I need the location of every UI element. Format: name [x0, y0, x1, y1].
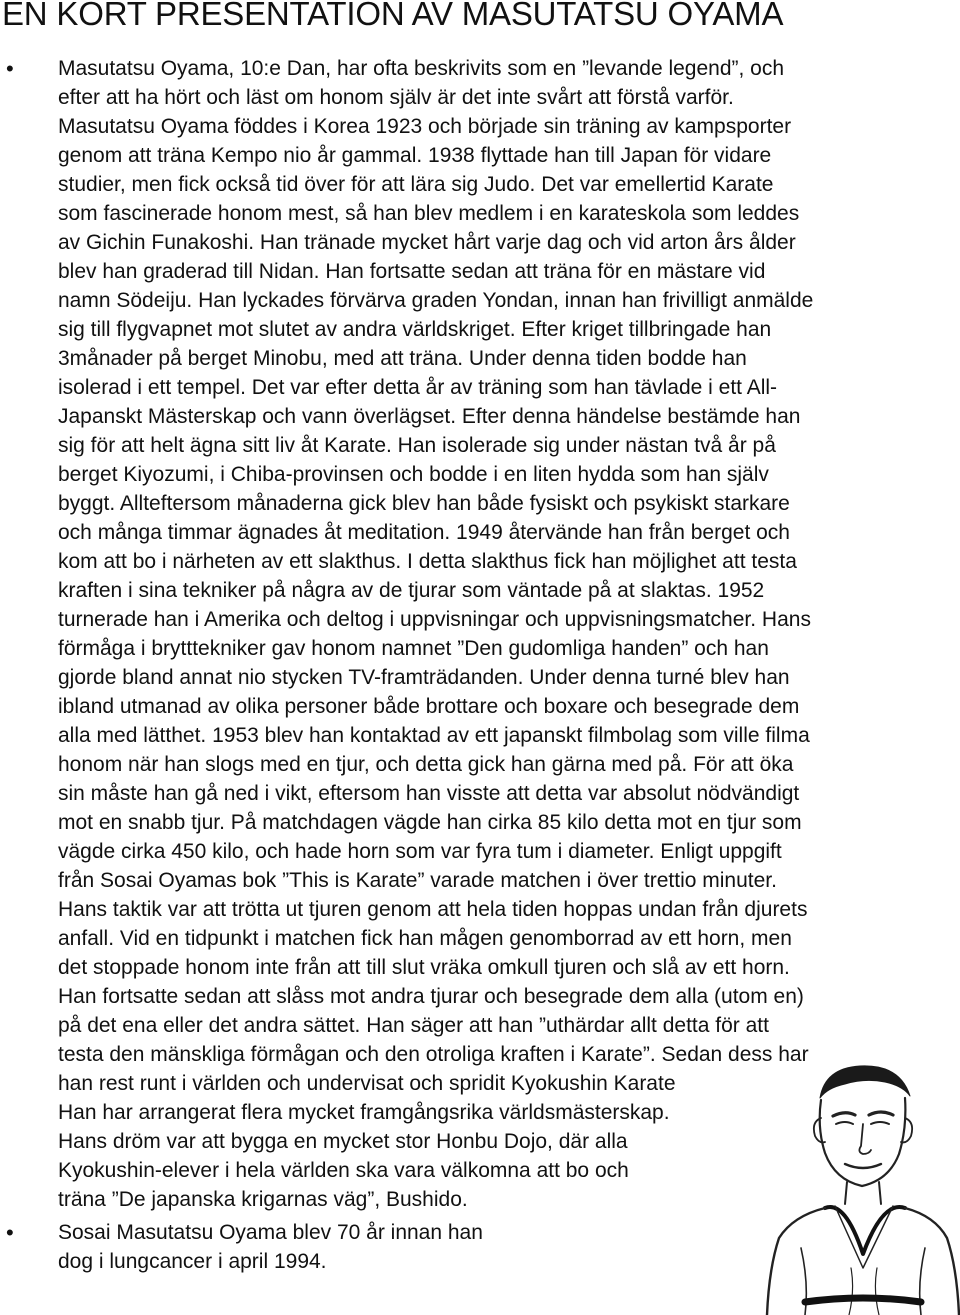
text-line: mot en snabb tjur. På matchdagen vägde han cirka 85 kilo detta mot en tjur som: [58, 811, 802, 834]
bullet-marker-2: •: [6, 1220, 14, 1245]
text-line: blev han graderad till Nidan. Han fortsatte sedan att träna för en mästare vid: [58, 260, 766, 283]
text-line: genom att träna Kempo nio år gammal. 1938 flyttade han till Japan för vidare: [58, 144, 772, 167]
text-line: Masutatsu Oyama föddes i Korea 1923 och började sin träning av kampsporter: [58, 115, 792, 138]
text-line: ibland utmanad av olika personer både brottare och boxare och besegrade dem: [58, 695, 800, 718]
text-line: dog i lungcancer i april 1994.: [58, 1250, 327, 1273]
text-line: som fascinerade honom mest, så han blev medlem i en karateskola som leddes: [58, 202, 800, 225]
text-line: av Gichin Funakoshi. Han tränade mycket hårt varje dag och vid arton års ålder: [58, 231, 796, 254]
text-line: Hans dröm var att bygga en mycket stor Honbu Dojo, där alla: [58, 1130, 628, 1153]
text-line: vägde cirka 450 kilo, och hade horn som var fyra tum i diameter. Enligt uppgift: [58, 840, 782, 863]
text-line: kom att bo i närheten av ett slakthus. I detta slakthus fick han möjlighet att testa: [58, 550, 797, 573]
text-line: sig för att helt ägna sitt liv åt Karate. Han isolerade sig under nästan två år på: [58, 434, 776, 457]
text-line: gjorde bland annat nio stycken TV-framträdanden. Under denna turné blev han: [58, 666, 790, 689]
text-line: förmåga i brytttekniker gav honom namnet ”Den gudomliga handen” och han: [58, 637, 769, 660]
text-line: efter att ha hört och läst om honom själv är det inte svårt att förstå varför.: [58, 86, 734, 109]
text-line: turnerade han i Amerika och deltog i uppvisningar och uppvisningsmatcher. Hans: [58, 608, 811, 631]
text-line: han rest runt i världen och undervisat och spridit Kyokushin Karate: [58, 1072, 676, 1095]
text-line: Hans taktik var att trötta ut tjuren genom att hela tiden hoppas undan från djurets: [58, 898, 808, 921]
text-line: träna ”De japanska krigarnas väg”, Bushido.: [58, 1188, 468, 1211]
text-line: kraften i sina tekniker på några av de tjurar som väntade på at slaktas. 1952: [58, 579, 765, 602]
text-line: Kyokushin-elever i hela världen ska vara välkomna att bo och: [58, 1159, 629, 1182]
text-line: sin måste han gå ned i vikt, eftersom han visste att detta var absolut nödvändigt: [58, 782, 800, 805]
bullet-marker-1: •: [6, 56, 14, 81]
text-line: anfall. Vid en tidpunkt i matchen fick han mågen genomborrad av ett horn, men: [58, 927, 792, 950]
text-line: testa den mänskliga förmågan och den otroliga kraften i Karate”. Sedan dess har: [58, 1043, 809, 1066]
text-line: och många timmar ägnades åt meditation. 1949 återvände han från berget och: [58, 521, 790, 544]
text-line: isolerad i ett tempel. Det var efter detta år av träning som han tävlade i ett All-: [58, 376, 778, 399]
text-line: det stoppade honom inte från att till slut vräka omkull tjuren och slå av ett horn.: [58, 956, 790, 979]
text-line: byggt. Allteftersom månaderna gick blev han både fysiskt och psykiskt starkare: [58, 492, 790, 515]
oyama-portrait-image: [765, 1058, 960, 1315]
text-line: från Sosai Oyamas bok ”This is Karate” varade matchen i över trettio minuter.: [58, 869, 777, 892]
text-line: honom när han slogs med en tjur, och detta gick han gärna med på. För att öka: [58, 753, 794, 776]
text-line: namn Södeiju. Han lyckades förvärva graden Yondan, innan han frivilligt anmälde: [58, 289, 814, 312]
text-line: Han fortsatte sedan att slåss mot andra tjurar och besegrade dem alla (utom en): [58, 985, 804, 1008]
text-line: Han har arrangerat flera mycket framgångsrika världsmästerskap.: [58, 1101, 670, 1124]
text-line: 3månader på berget Minobu, med att träna. Under denna tiden bodde han: [58, 347, 747, 370]
text-line: på det ena eller det andra sättet. Han säger att han ”uthärdar allt detta för att: [58, 1014, 769, 1037]
text-line: sig till flygvapnet mot slutet av andra världskriget. Efter kriget tillbringade han: [58, 318, 772, 341]
text-line: Sosai Masutatsu Oyama blev 70 år innan han: [58, 1221, 483, 1244]
text-line: Masutatsu Oyama, 10:e Dan, har ofta beskrivits som en ”levande legend”, och: [58, 57, 785, 80]
page-title: EN KORT PRESENTATION AV MASUTATSU OYAMA: [2, 0, 784, 32]
text-line: berget Kiyozumi, i Chiba-provinsen och bodde i en liten hydda som han själv: [58, 463, 769, 486]
text-line: Japanskt Mästerskap och vann överlägset. Efter denna händelse bestämde han: [58, 405, 801, 428]
text-line: alla med lätthet. 1953 blev han kontaktad av ett japanskt filmbolag som ville filma: [58, 724, 810, 747]
text-line: studier, men fick också tid över för att lära sig Judo. Det var emellertid Karate: [58, 173, 774, 196]
